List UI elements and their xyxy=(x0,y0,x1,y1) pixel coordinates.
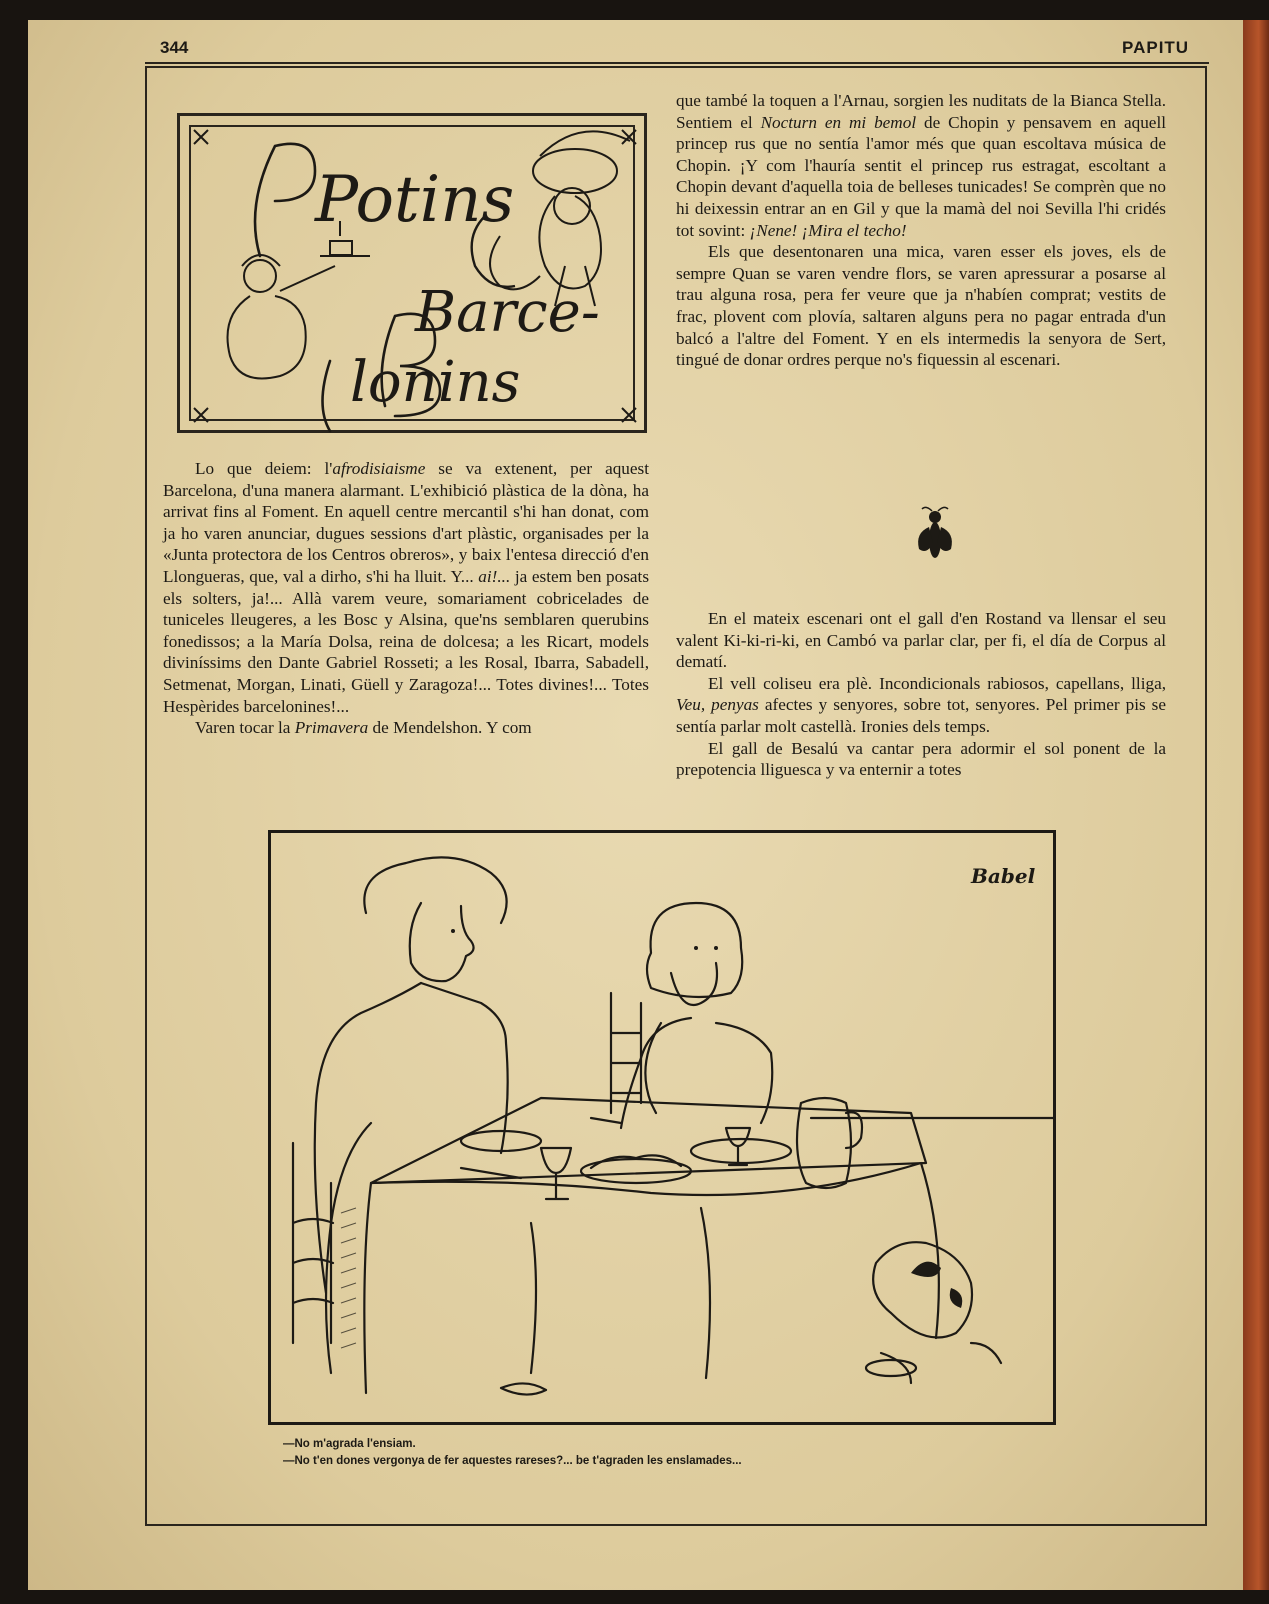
italic-text: Veu, penyas xyxy=(676,695,759,715)
paragraph xyxy=(676,738,1166,781)
italic-text: Primavera xyxy=(294,718,369,738)
text-segment: de Chopin y pensavem en aquell princep rus que no sentía l'amor més que quan escoltava música de Chopin. ¡Y com l'hauría sentit el princep rus estragat, escoltant a Chopin devant d'aquella toia de belleses tunicades! Se comprèn que no hi deixessin entrar an en Gil y que la mamà del noi Sevilla l'hi cridés tot sovint: xyxy=(676,112,1166,240)
right-column-bottom xyxy=(676,608,1166,781)
caption-line-2: —No t'en dones vergonya de fer aquestes rareses?... be t'agraden les enslamades... xyxy=(283,1455,742,1467)
running-head: PAPITU xyxy=(1122,38,1190,57)
dining-scene-drawing xyxy=(271,833,1056,1425)
text-segment: Lo que deiem: l' xyxy=(195,459,333,478)
right-column-top xyxy=(676,90,1166,371)
paragraph xyxy=(676,608,1166,673)
italic-text: ai!... xyxy=(478,566,511,586)
title-line3: lonins xyxy=(350,350,521,415)
left-column xyxy=(163,458,649,739)
italic-text: Nocturn en mi bemol xyxy=(760,112,917,132)
text-segment: ja estem ben posats els solters, ja!... Allà varem veure, somariament cobricelades de tuniceles lleugeres, a les Bosc y Alsina, que'ns semblaren querubins fonedissos; a la María Dolsa, reina de dolcesa; a les Ricart, models diviníssims den Dante Gabriel Rosseti; a les Rosal, Ibarra, Sabadell, Setmenat, Morgan, Linati, Güell y Zaragoza!... Totes divines!... Totes Hespèrides barcelonines!... xyxy=(163,566,650,716)
artist-signature: Babel xyxy=(971,864,1036,888)
paragraph xyxy=(163,458,649,717)
text-segment: El gall de Besalú va cantar pera adormir el sol ponent de la prepotencia lliguesca y va enternir a totes xyxy=(676,738,1166,780)
title-line2: Barce- xyxy=(415,280,600,345)
cupids-illustration-icon xyxy=(180,116,650,436)
paragraph xyxy=(676,90,1166,241)
text-segment: En el mateix escenari ont el gall d'en Rostand va llensar el seu valent Ki-ki-ri-ki, en Cambó va parlar clar, per fi, el día de Corpus al dematí. xyxy=(676,609,1166,672)
title-illustration xyxy=(177,113,647,433)
text-segment: afectes y senyores, sobre tot, senyores. Pel primer pis se sentía parlar molt castellà. Ironies dels temps. xyxy=(676,695,1166,736)
page-edge xyxy=(1243,20,1269,1590)
italic-text: ¡Nene! ¡Mira el techo! xyxy=(749,220,907,240)
header-rule xyxy=(145,62,1209,64)
caption-line-1: —No m'agrada l'ensiam. xyxy=(283,1438,416,1450)
page-number: 344 xyxy=(160,38,189,57)
text-segment: El vell coliseu era plè. Incondicionals rabiosos, capellans, lliga, xyxy=(708,673,1166,693)
cartoon-caption xyxy=(283,1436,742,1470)
paragraph xyxy=(676,241,1166,371)
paragraph xyxy=(163,717,649,739)
cartoon-illustration xyxy=(268,830,1056,1425)
paragraph xyxy=(676,673,1166,738)
title-line1: Potins xyxy=(315,163,515,237)
fly-ornament-icon xyxy=(915,505,955,563)
text-segment: de Mendelshon. Y com xyxy=(368,718,532,738)
text-segment: se va extenent, per aquest Barcelona, d'una manera alarmant. L'exhibició plàstica de la dòna, ha arrivat fins al Foment. En aquell centre mercantil s'hi han donat, com ja ho varen anunciar, dugues sessions d'art plàstic, organisades per la «Junta protectora de los Centros obreros», y baix l'entesa direcció d'en Llongueras, que, val a dirho, s'hi ha lluit. Y... xyxy=(163,459,649,586)
text-segment: Els que desentonaren una mica, varen esser els joves, els de sempre Quan se varen vendre flors, se varen apressurar a posarse al trau alguna rosa, pera fer veure que ja n'habíen comprat; vestits de frac, plovent com plovía, saltaren alguns pera no pagar entrada d'un balcó a l'altre del Foment. Y en els intermedis la senyora de Sert, tingué de donar ordres perque no's fiquessin al escenari. xyxy=(676,242,1166,370)
text-segment: Varen tocar la xyxy=(195,718,295,738)
italic-text: afrodisiaisme xyxy=(332,459,426,478)
text-segment: que també la toquen a l'Arnau, sorgien les nuditats de la Bianca Stella. Sentiem el xyxy=(676,91,1166,132)
